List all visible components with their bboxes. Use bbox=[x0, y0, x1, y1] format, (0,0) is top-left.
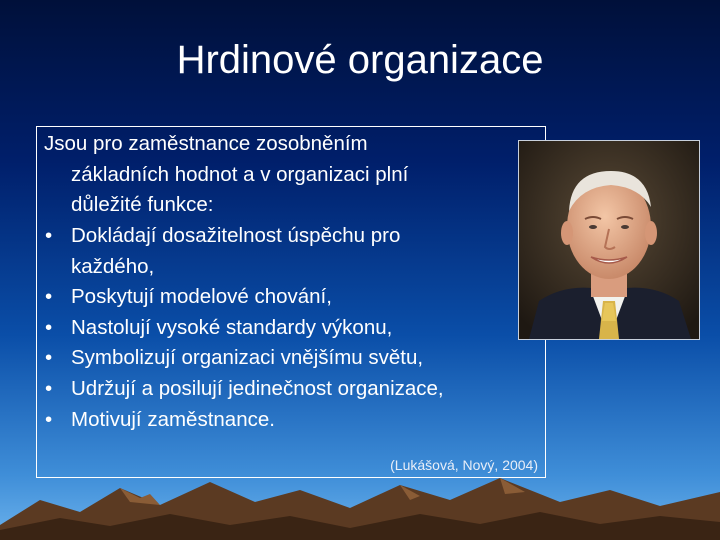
bullet-text: Symbolizují organizaci vnějšímu světu, bbox=[71, 346, 424, 370]
bullet-text: Poskytují modelové chování, bbox=[71, 285, 332, 309]
bullet-item bbox=[37, 313, 537, 344]
intro-text bbox=[44, 129, 514, 221]
bullet-item bbox=[37, 343, 537, 374]
bullet-text: Nastolují vysoké standardy výkonu, bbox=[71, 315, 393, 339]
bullet-icon: • bbox=[45, 224, 53, 247]
bullet-icon: • bbox=[45, 315, 53, 339]
portrait-illustration bbox=[519, 141, 699, 339]
slide-title: Hrdinové organizace bbox=[176, 38, 544, 82]
bullet-text: Udržují a posilují jedinečnost organizace, bbox=[71, 376, 444, 400]
bullet-text: Motivují zaměstnance. bbox=[71, 407, 275, 431]
citation: (Lukášová, Nový, 2004) bbox=[390, 457, 538, 473]
intro-line: důležité funkce: bbox=[71, 193, 214, 217]
intro-line: Jsou pro zaměstnance zosobněním bbox=[44, 132, 368, 155]
bullet-icon: • bbox=[45, 346, 53, 370]
portrait-photo bbox=[518, 140, 700, 340]
bullet-list bbox=[37, 221, 537, 435]
bullet-icon: • bbox=[45, 376, 53, 400]
bullet-item bbox=[37, 374, 537, 405]
bullet-item bbox=[37, 282, 537, 313]
intro-line: základních hodnot a v organizaci plní bbox=[71, 162, 409, 186]
bullet-text: Dokládají dosažitelnost úspěchu pro bbox=[71, 224, 401, 247]
bullet-item bbox=[37, 405, 537, 436]
bullet-item bbox=[37, 221, 537, 282]
bullet-text: každého, bbox=[71, 254, 155, 278]
bullet-icon: • bbox=[45, 285, 53, 309]
bullet-icon: • bbox=[45, 407, 53, 431]
content-box bbox=[36, 126, 546, 478]
